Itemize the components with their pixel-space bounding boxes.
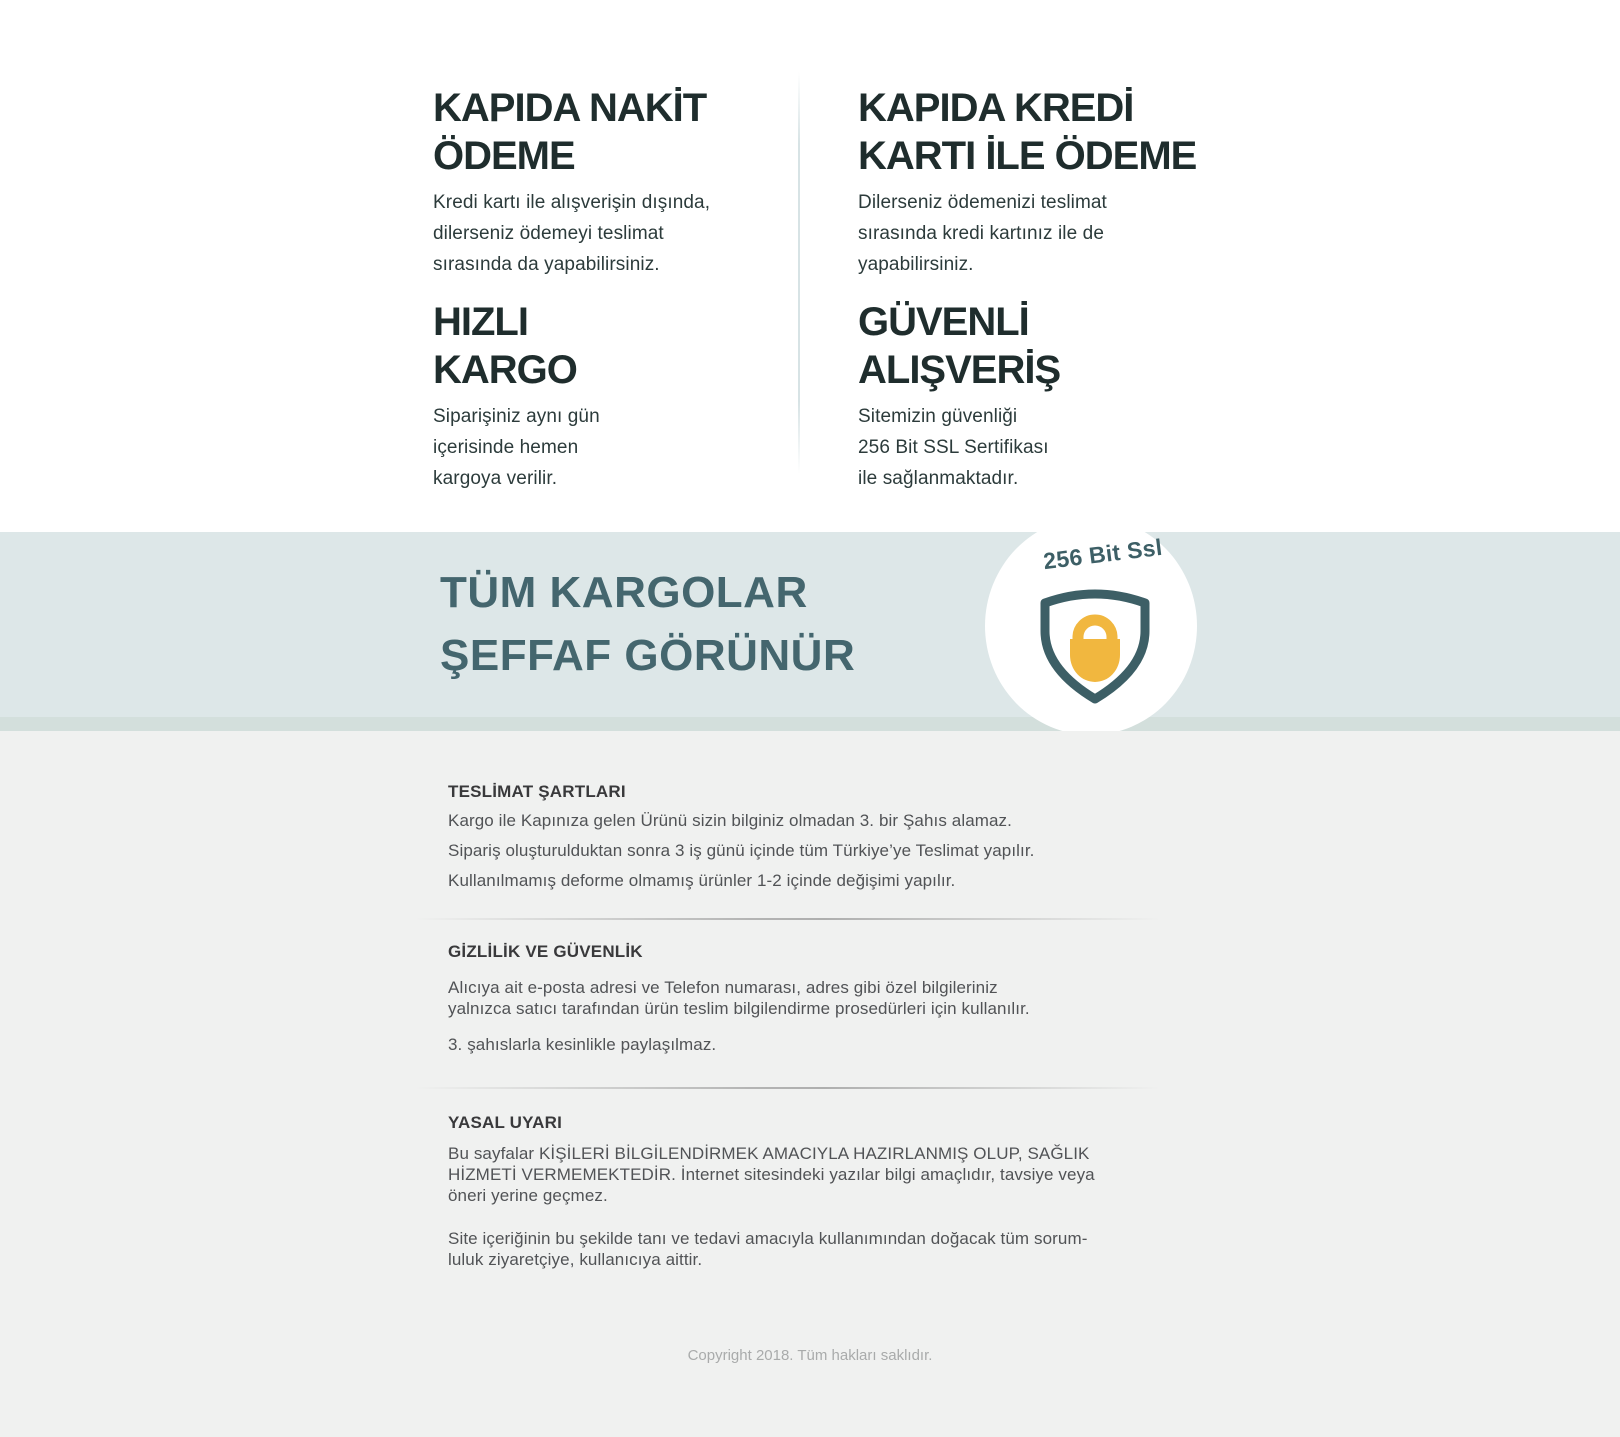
- feature-title: [858, 84, 1196, 180]
- delivery-terms-heading: TESLİMAT ŞARTLARI: [448, 782, 626, 801]
- legal-notice-line: luluk ziyaretçiye, kullanıcıya aittir.: [448, 1250, 703, 1269]
- feature-title: [433, 84, 710, 180]
- feature-description-line: kargoya verilir.: [433, 468, 558, 489]
- feature-description-line: ile sağlanmaktadır.: [858, 468, 1019, 489]
- feature-title-line: GÜVENLİ: [858, 300, 1029, 344]
- feature-description: [433, 187, 710, 280]
- feature-description: [433, 401, 600, 494]
- privacy-security-line: Alıcıya ait e-posta adresi ve Telefon numarası, adres gibi özel bilgileriniz: [448, 978, 998, 997]
- privacy-security-heading: GİZLİLİK VE GÜVENLİK: [448, 942, 643, 961]
- legal-notice-line: HİZMETİ VERMEMEKTEDİR. İnternet sitesindeki yazılar bilgi amaçlıdır, tavsiye veya: [448, 1165, 1095, 1184]
- legal-notice-paragraph-2: [448, 1228, 1088, 1270]
- feature-title-line: KARTI İLE ÖDEME: [858, 134, 1197, 178]
- feature-title: [858, 298, 1060, 394]
- feature-description-line: Kredi kartı ile alışverişin dışında,: [433, 192, 711, 213]
- feature-title-line: HIZLI: [433, 300, 528, 344]
- privacy-security-text: [448, 977, 1030, 1019]
- feature-description-line: yapabilirsiniz.: [858, 254, 974, 275]
- feature-title-line: KAPIDA KREDİ: [858, 86, 1134, 130]
- info-section: [0, 731, 1620, 1437]
- ssl-badge: [985, 517, 1197, 735]
- feature-cash-on-delivery: [433, 84, 710, 280]
- column-divider: [798, 72, 800, 474]
- legal-notice-line: öneri yerine geçmez.: [448, 1186, 608, 1205]
- feature-title-line: ALIŞVERİŞ: [858, 348, 1061, 392]
- copyright-text: Copyright 2018. Tüm hakları saklıdır.: [687, 1347, 933, 1364]
- ssl-badge-label: 256 Bit Ssl: [1041, 533, 1164, 575]
- feature-fast-shipping: [433, 298, 600, 494]
- delivery-terms-line: Kullanılmamış deforme olmamış ürünler 1-2 içinde değişimi yapılır.: [448, 871, 956, 890]
- legal-notice-line: Site içeriğinin bu şekilde tanı ve tedavi amacıyla kullanımından doğacak tüm sorum-: [448, 1229, 1088, 1248]
- privacy-security-note: 3. şahıslarla kesinlikle paylaşılmaz.: [448, 1035, 717, 1054]
- legal-notice-line: Bu sayfalar KİŞİLERİ BİLGİLENDİRMEK AMACIYLA HAZIRLANMIŞ OLUP, SAĞLIK: [448, 1144, 1090, 1163]
- feature-title-line: ÖDEME: [433, 134, 575, 178]
- feature-title: [433, 298, 600, 394]
- delivery-terms-line: Kargo ile Kapınıza gelen Ürünü sizin bilginiz olmadan 3. bir Şahıs alamaz.: [448, 811, 1012, 830]
- feature-description-line: Dilerseniz ödemenizi teslimat: [858, 192, 1107, 213]
- feature-title-line: KARGO: [433, 348, 577, 392]
- feature-card-on-delivery: [858, 84, 1196, 280]
- feature-description: [858, 401, 1060, 494]
- feature-description-line: Sitemizin güvenliği: [858, 406, 1018, 427]
- banner-title-line: TÜM KARGOLAR: [440, 568, 808, 617]
- feature-description-line: sırasında da yapabilirsiniz.: [433, 254, 660, 275]
- feature-description-line: sırasında kredi kartınız ile de: [858, 223, 1104, 244]
- delivery-terms-line: Sipariş oluşturulduktan sonra 3 iş günü içinde tüm Türkiye’ye Teslimat yapılır.: [448, 841, 1035, 860]
- banner-bottom-strip: [0, 717, 1620, 731]
- feature-description-line: dilerseniz ödemeyi teslimat: [433, 223, 664, 244]
- feature-description-line: 256 Bit SSL Sertifikası: [858, 437, 1049, 458]
- legal-notice-paragraph-1: [448, 1143, 1095, 1206]
- section-divider: [415, 1087, 1160, 1089]
- section-divider: [415, 918, 1160, 920]
- feature-description: [858, 187, 1196, 280]
- feature-secure-shopping: [858, 298, 1060, 494]
- feature-description-line: Siparişiniz aynı gün: [433, 406, 600, 427]
- legal-notice-heading: YASAL UYARI: [448, 1113, 563, 1132]
- privacy-security-line: yalnızca satıcı tarafından ürün teslim bilgilendirme prosedürleri için kullanılır.: [448, 999, 1030, 1018]
- feature-title-line: KAPIDA NAKİT: [433, 86, 707, 130]
- feature-description-line: içerisinde hemen: [433, 437, 579, 458]
- delivery-terms-text: [448, 810, 1035, 900]
- banner-title: [440, 561, 855, 687]
- banner-title-line: ŞEFFAF GÖRÜNÜR: [440, 631, 856, 680]
- shield-lock-icon: [1035, 581, 1155, 705]
